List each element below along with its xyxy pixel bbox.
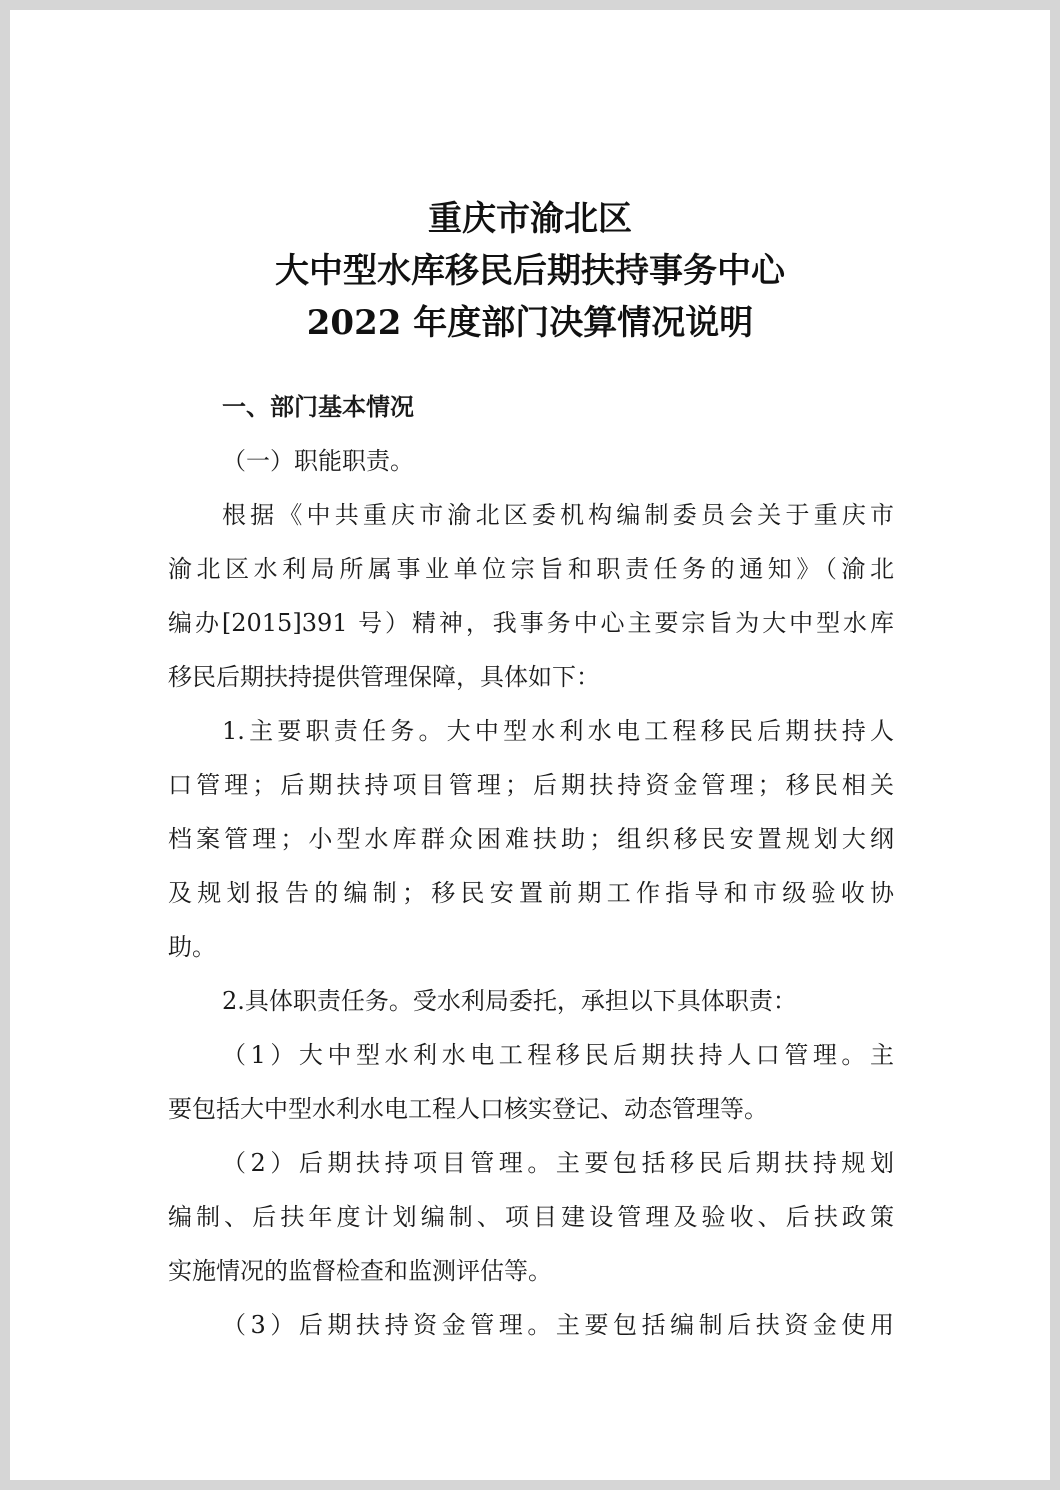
paragraph-line: 及规划报告的编制；移民安置前期工作指导和市级验收协 (168, 879, 894, 907)
paragraph-line: 渝北区水利局所属事业单位宗旨和职责任务的通知》（渝北 (168, 555, 894, 583)
paragraph-line: 实施情况的监督检查和监测评估等。 (168, 1257, 552, 1285)
paragraph-line: 助。 (168, 933, 216, 961)
paragraph-line: （1）大中型水利水电工程移民后期扶持人口管理。主 (222, 1041, 894, 1069)
paragraph-line: 1.主要职责任务。大中型水利水电工程移民后期扶持人 (222, 717, 894, 745)
paragraph-item-1 (168, 1028, 894, 1136)
paragraph-item-3 (168, 1298, 894, 1352)
paragraph-specific-duties (168, 974, 894, 1028)
paragraph-item-2 (168, 1136, 894, 1298)
section-heading: 一、部门基本情况 (222, 393, 414, 421)
paragraph-line: 根据《中共重庆市渝北区委机构编制委员会关于重庆市 (222, 501, 894, 529)
paragraph-line: 编办[2015]391 号）精神，我事务中心主要宗旨为大中型水库 (168, 609, 894, 637)
title-line-2: 大中型水库移民后期扶持事务中心 (275, 251, 785, 291)
paragraph-line: 2.具体职责任务。受水利局委托，承担以下具体职责： (222, 987, 797, 1015)
paragraph-line: 口管理；后期扶持项目管理；后期扶持资金管理；移民相关 (168, 771, 894, 799)
paragraph-main-duties (168, 704, 894, 974)
paragraph-line: 要包括大中型水利水电工程人口核实登记、动态管理等。 (168, 1095, 768, 1123)
paragraph-line: （3）后期扶持资金管理。主要包括编制后扶资金使用 (222, 1311, 894, 1339)
document-body (168, 380, 894, 1352)
document-title (10, 193, 1050, 349)
title-line-3: 2022 年度部门决算情况说明 (306, 303, 754, 343)
subsection-heading: （一）职能职责。 (222, 447, 414, 475)
paragraph-line: 档案管理；小型水库群众困难扶助；组织移民安置规划大纲 (168, 825, 894, 853)
paragraph-line: 移民后期扶持提供管理保障，具体如下： (168, 663, 600, 691)
paragraph-line: （2）后期扶持项目管理。主要包括移民后期扶持规划 (222, 1149, 894, 1177)
paragraph-line: 编制、后扶年度计划编制、项目建设管理及验收、后扶政策 (168, 1203, 894, 1231)
document-page (10, 10, 1050, 1480)
paragraph-basis (168, 488, 894, 704)
title-line-1: 重庆市渝北区 (428, 199, 632, 239)
